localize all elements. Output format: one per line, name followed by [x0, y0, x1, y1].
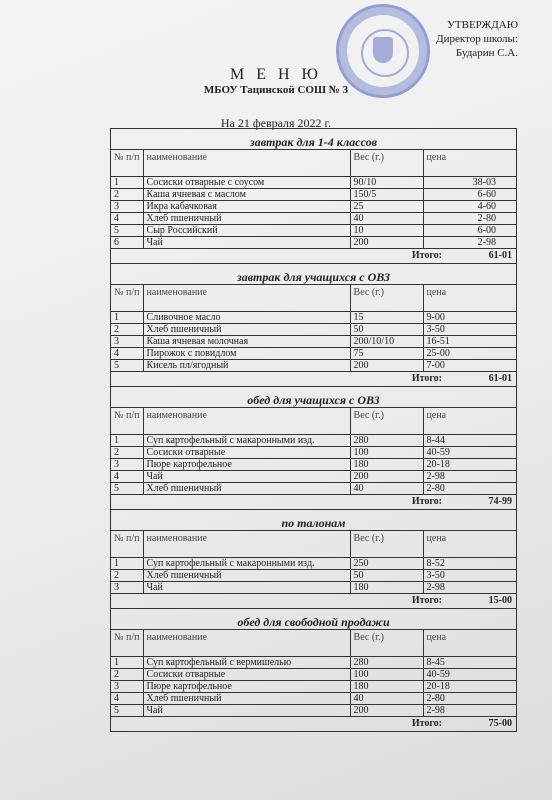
item-weight: 100: [350, 669, 423, 681]
table-row: [111, 225, 516, 237]
table-row: [111, 570, 516, 582]
item-weight: 180: [350, 459, 423, 471]
item-name: Суп картофельный с макаронными изд.: [143, 558, 350, 570]
item-number: 3: [111, 459, 143, 471]
column-header-name: наименование: [143, 150, 350, 177]
section-title: завтрак для 1-4 классов: [111, 129, 516, 150]
menu-items-table: [111, 150, 516, 249]
column-header-name: наименование: [143, 531, 350, 558]
item-number: 1: [111, 312, 143, 324]
column-header-name: наименование: [143, 285, 350, 312]
item-number: 4: [111, 693, 143, 705]
section-total: [111, 495, 516, 509]
item-number: 2: [111, 447, 143, 459]
item-name: Каша ячневая молочная: [143, 336, 350, 348]
item-price: 9-00: [423, 312, 516, 324]
total-value: 74-99: [488, 496, 512, 507]
item-number: 3: [111, 582, 143, 594]
item-name: Пюре картофельное: [143, 459, 350, 471]
item-number: 5: [111, 705, 143, 717]
item-weight: 200/10/10: [350, 336, 423, 348]
item-price: 38-03: [423, 177, 516, 189]
item-name: Сосиски отварные с соусом: [143, 177, 350, 189]
page-title: М Е Н Ю: [230, 66, 322, 83]
table-header-row: [111, 150, 516, 177]
item-name: Хлеб пшеничный: [143, 570, 350, 582]
item-number: 3: [111, 336, 143, 348]
item-price: 20-18: [423, 681, 516, 693]
menu-date: На 21 февраля 2022 г.: [220, 116, 332, 130]
column-header-price: цена: [423, 630, 516, 657]
column-header-name: наименование: [143, 630, 350, 657]
item-price: 20-18: [423, 459, 516, 471]
item-price: 4-60: [423, 201, 516, 213]
item-price: 40-59: [423, 669, 516, 681]
item-price: 2-98: [423, 237, 516, 249]
item-number: 5: [111, 225, 143, 237]
total-value: 61-01: [488, 373, 512, 384]
column-header-price: цена: [423, 285, 516, 312]
table-row: [111, 213, 516, 225]
item-weight: 180: [350, 582, 423, 594]
item-weight: 200: [350, 471, 423, 483]
table-row: [111, 237, 516, 249]
column-header-weight: Вес (г.): [350, 285, 423, 312]
item-weight: 15: [350, 312, 423, 324]
item-number: 5: [111, 360, 143, 372]
menu-section: [111, 264, 516, 387]
section-total: [111, 249, 516, 263]
column-header-weight: Вес (г.): [350, 531, 423, 558]
item-price: 3-50: [423, 324, 516, 336]
item-number: 2: [111, 324, 143, 336]
menu-items-table: [111, 630, 516, 717]
item-price: 25-00: [423, 348, 516, 360]
total-label: Итого:: [411, 718, 442, 729]
section-title: по талонам: [111, 510, 516, 531]
school-name: МБОУ Тацинской СОШ № 3: [203, 84, 349, 96]
approval-line: УТВЕРЖДАЮ: [447, 19, 518, 31]
item-number: 3: [111, 681, 143, 693]
item-name: Чай: [143, 471, 350, 483]
menu-section: [111, 510, 516, 609]
total-label: Итого:: [411, 496, 442, 507]
table-row: [111, 324, 516, 336]
column-header-price: цена: [423, 150, 516, 177]
item-name: Хлеб пшеничный: [143, 693, 350, 705]
item-name: Чай: [143, 237, 350, 249]
section-total: [111, 594, 516, 608]
table-row: [111, 459, 516, 471]
total-value: 15-00: [488, 595, 512, 606]
table-row: [111, 471, 516, 483]
item-weight: 150/5: [350, 189, 423, 201]
item-name: Суп картофельный с вермишелью: [143, 657, 350, 669]
item-price: 8-52: [423, 558, 516, 570]
item-weight: 180: [350, 681, 423, 693]
item-name: Сливочное масло: [143, 312, 350, 324]
item-weight: 280: [350, 435, 423, 447]
total-label: Итого:: [411, 250, 442, 261]
menu-section: [111, 129, 516, 264]
item-number: 2: [111, 669, 143, 681]
table-row: [111, 705, 516, 717]
item-price: 2-98: [423, 705, 516, 717]
item-number: 1: [111, 558, 143, 570]
table-row: [111, 693, 516, 705]
item-number: 1: [111, 435, 143, 447]
item-name: Сосиски отварные: [143, 447, 350, 459]
column-header-weight: Вес (г.): [350, 630, 423, 657]
section-title: обед для учащихся с ОВЗ: [111, 387, 516, 408]
section-total: [111, 372, 516, 386]
item-name: Сосиски отварные: [143, 669, 350, 681]
item-price: 40-59: [423, 447, 516, 459]
table-row: [111, 483, 516, 495]
item-weight: 100: [350, 447, 423, 459]
total-label: Итого:: [411, 373, 442, 384]
item-name: Хлеб пшеничный: [143, 213, 350, 225]
item-name: Каша ячневая с маслом: [143, 189, 350, 201]
item-name: Сыр Российский: [143, 225, 350, 237]
item-price: 6-00: [423, 225, 516, 237]
table-header-row: [111, 531, 516, 558]
table-row: [111, 312, 516, 324]
item-price: 7-00: [423, 360, 516, 372]
table-row: [111, 582, 516, 594]
item-number: 1: [111, 177, 143, 189]
item-number: 4: [111, 213, 143, 225]
column-header-no: № п/п: [111, 285, 143, 312]
item-weight: 200: [350, 705, 423, 717]
table-row: [111, 681, 516, 693]
menu-table: [110, 128, 517, 732]
item-weight: 25: [350, 201, 423, 213]
item-weight: 50: [350, 324, 423, 336]
item-number: 6: [111, 237, 143, 249]
item-price: 2-98: [423, 582, 516, 594]
table-row: [111, 360, 516, 372]
menu-section: [111, 609, 516, 732]
total-value: 61-01: [488, 250, 512, 261]
item-weight: 280: [350, 657, 423, 669]
table-row: [111, 336, 516, 348]
item-price: 8-44: [423, 435, 516, 447]
column-header-no: № п/п: [111, 630, 143, 657]
item-name: Суп картофельный с макаронными изд.: [143, 435, 350, 447]
item-weight: 10: [350, 225, 423, 237]
item-name: Кисель пл/ягодный: [143, 360, 350, 372]
item-name: Пюре картофельное: [143, 681, 350, 693]
table-row: [111, 558, 516, 570]
column-header-price: цена: [423, 408, 516, 435]
item-price: 16-51: [423, 336, 516, 348]
menu-items-table: [111, 408, 516, 495]
column-header-price: цена: [423, 531, 516, 558]
column-header-weight: Вес (г.): [350, 150, 423, 177]
section-total: [111, 717, 516, 731]
item-number: 2: [111, 570, 143, 582]
approval-signature-name: Бударин С.А.: [455, 47, 518, 59]
item-number: 5: [111, 483, 143, 495]
table-row: [111, 657, 516, 669]
table-row: [111, 348, 516, 360]
approval-block: [436, 18, 518, 60]
table-row: [111, 435, 516, 447]
item-weight: 40: [350, 213, 423, 225]
table-row: [111, 447, 516, 459]
total-value: 75-00: [488, 718, 512, 729]
item-weight: 250: [350, 558, 423, 570]
item-number: 1: [111, 657, 143, 669]
item-weight: 50: [350, 570, 423, 582]
section-title: обед для свободной продажи: [111, 609, 516, 630]
item-price: 2-80: [423, 483, 516, 495]
item-price: 2-80: [423, 693, 516, 705]
item-price: 3-50: [423, 570, 516, 582]
total-label: Итого:: [411, 595, 442, 606]
table-row: [111, 189, 516, 201]
table-header-row: [111, 285, 516, 312]
table-row: [111, 669, 516, 681]
item-weight: 90/10: [350, 177, 423, 189]
item-price: 6-60: [423, 189, 516, 201]
item-weight: 200: [350, 360, 423, 372]
column-header-weight: Вес (г.): [350, 408, 423, 435]
item-number: 4: [111, 348, 143, 360]
item-number: 3: [111, 201, 143, 213]
menu-items-table: [111, 531, 516, 594]
item-name: Хлеб пшеничный: [143, 324, 350, 336]
column-header-no: № п/п: [111, 408, 143, 435]
approval-director: Директор школы:: [436, 33, 518, 45]
item-price: 8-45: [423, 657, 516, 669]
table-header-row: [111, 408, 516, 435]
item-weight: 40: [350, 483, 423, 495]
item-name: Чай: [143, 705, 350, 717]
item-name: Хлеб пшеничный: [143, 483, 350, 495]
menu-items-table: [111, 285, 516, 372]
item-price: 2-98: [423, 471, 516, 483]
item-name: Чай: [143, 582, 350, 594]
item-weight: 40: [350, 693, 423, 705]
item-number: 4: [111, 471, 143, 483]
section-title: завтрак для учащихся с ОВЗ: [111, 264, 516, 285]
item-weight: 200: [350, 237, 423, 249]
item-price: 2-80: [423, 213, 516, 225]
table-header-row: [111, 630, 516, 657]
table-row: [111, 177, 516, 189]
column-header-no: № п/п: [111, 531, 143, 558]
item-name: Пирожок с повидлом: [143, 348, 350, 360]
item-name: Икра кабачковая: [143, 201, 350, 213]
column-header-no: № п/п: [111, 150, 143, 177]
seal-emblem-icon: [373, 37, 393, 63]
table-row: [111, 201, 516, 213]
item-weight: 75: [350, 348, 423, 360]
item-number: 2: [111, 189, 143, 201]
column-header-name: наименование: [143, 408, 350, 435]
menu-section: [111, 387, 516, 510]
